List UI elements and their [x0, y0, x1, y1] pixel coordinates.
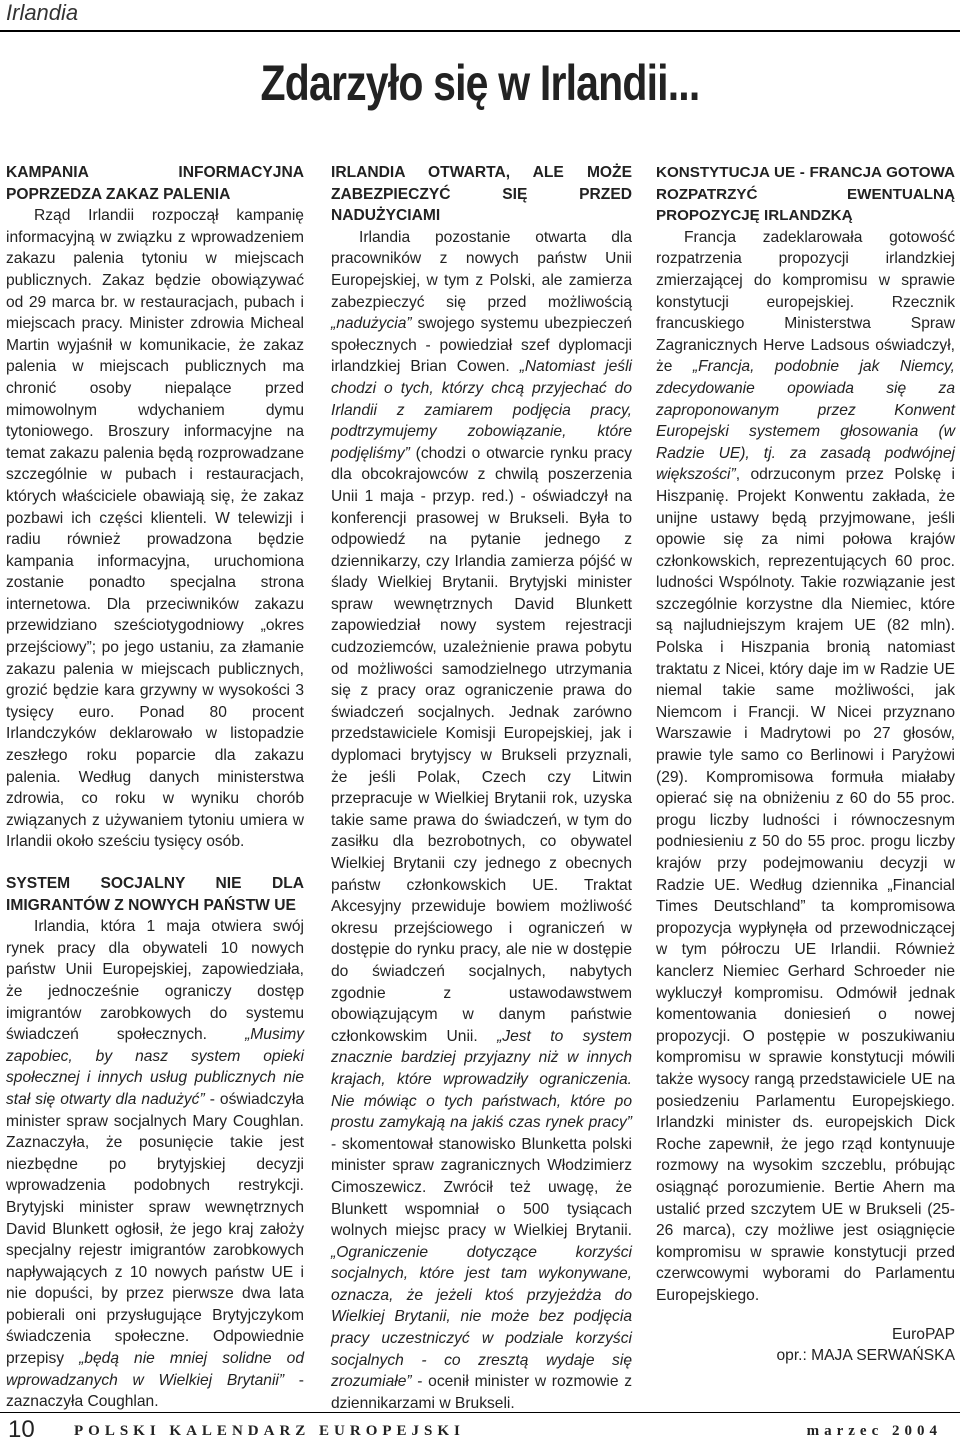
quote-run: „Ograniczenie dotyczące korzyści socjalnych, które jest tam wykonywane, oznacza, że jeżeli ktoś przyjeżdża do Wielkiej Brytanii, nie może bez podjęcia pracy uczestniczyć w podziale korzyści socjalnych - co zresztą wydaje się zrozumiałe”	[331, 1243, 632, 1391]
text-run: - oświadczyła minister spraw socjalnych Mary Coughlan. Zaznaczyła, że posunięcie takie jest niezbędne po brytyjskiej decyzji wprowadzenia podobnych restrykcji. Brytyjski minister spraw wewnętrznych David Blunkett ogłosił, że jego kraj założy specjalny rejestr imigrantów zarobkowych napływających z 10 nowych państw UE i nie dopuści, by przez pierwsze dwa lata pobierali oni przysługujące Brytyjczykom świadczenia społeczne. Odpowiednie przepisy	[6, 1090, 304, 1368]
article-body-social-system	[6, 916, 304, 1413]
text-run: Francja zadeklarowała gotowość rozpatrzenia propozycji irlandzkiej zmierzającej do kompromisu w sprawie konstytucji europejskiej. Rzecznik francuskiego Ministerstwa Spraw Zagranicznych Herve Ladsous oświadczył, że	[656, 228, 955, 376]
quote-run: „Francja, podobnie jak Niemcy, zdecydowanie opowiada się za zaproponowanym przez Konwent Europejski systemem głosowania (w Radzie UE), tj. za zasadą podwójnej większości”	[656, 358, 955, 484]
text-run: Irlandia, która 1 maja otwiera swój rynek pracy dla obywateli 10 nowych państw Unii Europejskiej, zapowiedziała, że jednocześnie ograniczy dostęp imigrantów zarobkowych do systemu świadczeń społecznych.	[6, 918, 304, 1044]
source-label: EuroPAP	[892, 1326, 955, 1344]
author-label: opr.: MAJA SERWAŃSKA	[776, 1347, 955, 1365]
text-run: - skomentował stanowisko Blunketta polski minister spraw zagranicznych Włodzimierz Cimoszewicz. Zwrócił też uwagę, że Blunkett wspomniał o 500 tysiącach wolnych miejsc pracy w Wielkiej Brytanii.	[331, 1135, 632, 1240]
article-heading-constitution: KONSTYTUCJA UE - FRANCJA GOTOWA ROZPATRZYĆ EWENTUALNĄ PROPOZYCJĘ IRLANDZKĄ	[656, 164, 955, 225]
quote-run: „Musimy zapobiec, by nasz system opieki społecznej i innych usług publicznych nie stał się otwarty dla nadużyć”	[6, 1026, 304, 1108]
page-number: 10	[8, 1416, 35, 1443]
article-body-open-ireland	[331, 227, 632, 1415]
article-column-3	[656, 162, 955, 1366]
text-run: - zaznaczyła Coughlan.	[6, 1371, 304, 1411]
text-run: (chodzi o otwarcie rynku pracy dla obcokrajowców z chwilą poszerzenia Unii 1 maja - przyp. red.) - oświadczył na konferencji prasowej w Brukseli. Była to odpowiedź na pytanie jednego z dziennikarzy, czy Irlandia zamierza pójść w ślady Wielkiej Brytanii. Brytyjski minister spraw wewnętrznych David Blunkett zapowiedział nowy system rejestracji cudzoziemców, uzależnienie prawa pobytu od możliwości samodzielnego utrzymania się z pracy oraz ograniczenie prawa do świadczeń socjalnych. Jednak zarówno przedstawiciele Komisji Europejskiej, jak i dyplomaci brytyjscy w Brukseli przyznali, że jeśli Polak, Czech czy Litwin przepracuje w Wielkiej Brytanii rok, uzyska takie same prawa do świadczeń, w tym do zasiłku dla bezrobotnych, co obywatel Wielkiej Brytanii czy jednego z obecnych państw członkowskich UE. Traktat Akcesyjny przewiduje bowiem możliwość okresu przejściowego i ograniczeń w dostępie do rynku pracy, ale nie w dostępie do świadczeń socjalnych, nabytych zgodnie z ustawodawstwem obowiązującym w danym państwie członkowskim Unii.	[331, 444, 632, 1045]
article-body-smoking-ban: Rząd Irlandii rozpoczął kampanię informacyjną w związku z wprowadzeniem zakazu palenia tytoniu w miejscach publicznych. Zakaz będzie obowiązywać od 29 marca br. w restauracjach, pubach i miejscach pracy. Minister zdrowia Micheal Martin wyjaśnił w komunikacie, że zakaz palenia w miejscach publicznych ma chronić osoby niepalące przed mimowolnym wdychaniem dymu tytoniowego. Broszury informacyjne na temat zakazu palenia będą rozprowadzane szczególnie w pubach i restauracjach, których właściciele obawiają się, że zakaz pozbawi ich części klienteli. W telewizji i radiu również prowadzona będzie kampania informacyjna, uruchomiona zostanie ponadto specjalna strona internetowa. Dla przeciwników zakazu przewidziano sześciotygodniowy „okres przejściowy”; po jego ustaniu, za złamanie zakazu palenia w miejscach publicznych, grozić będzie kara grzywny w wysokości 3 tysięcy euro. Ponad 80 procent Irlandczyków deklarowało w listopadzie zeszłego roku poparcie dla zakazu palenia. Według danych ministerstwa zdrowia, co roku w wyniku chorób związanych z używaniem tytoniu umiera w Irlandii około sześciu tysięcy osób.	[6, 207, 304, 851]
quote-run: „Jest to system znacznie bardziej przyjazny niż w innych krajach, które wprowadziły ograniczenia. Nie mówiąc o tych państwach, które po prostu zamykają na jakiś czas rynek pracy”	[331, 1027, 632, 1132]
text-run: Irlandia pozostanie otwarta dla pracowników z nowych państw Unii Europejskiej, w tym z Polski, ale zamierza zabezpieczyć się przed możliwością	[331, 228, 632, 311]
text-run: - ocenił minister w rozmowie z dziennikarzami w Brukseli.	[331, 1373, 632, 1412]
section-label: Irlandia	[6, 0, 79, 25]
article-column-1	[6, 162, 304, 1413]
article-column-2	[331, 162, 632, 1414]
issue-date: marzec 2004	[806, 1423, 942, 1439]
article-body-constitution	[656, 227, 955, 1307]
article-heading-social-system: SYSTEM SOCJALNY NIE DLA IMIGRANTÓW Z NOWYCH PAŃSTW UE	[6, 875, 304, 914]
quote-run: „będą nie mniej solidne od wprowadzanych w Wielkiej Brytanii”	[6, 1350, 304, 1389]
page-title: Zdarzyło się w Irlandii...	[260, 55, 700, 111]
quote-run: „Natomiast jeśli chodzi o tych, którzy chcą przyjechać do Irlandii z zamiarem podjęcia pracy, podtrzymujemy zobowiązanie, które podjęliśmy”	[331, 358, 633, 462]
text-run: swojego systemu ubezpieczeń społecznych - powiedział szef dyplomacji irlandzkiej Brian Cowen.	[331, 315, 632, 376]
bottom-divider	[0, 1412, 960, 1413]
top-divider	[0, 30, 960, 32]
article-heading-open-ireland: IRLANDIA OTWARTA, ALE MOŻE ZABEZPIECZYĆ SIĘ PRZED NADUŻYCIAMI	[331, 164, 632, 225]
magazine-title: POLSKI KALENDARZ EUROPEJSKI	[74, 1423, 465, 1439]
byline	[656, 1324, 955, 1366]
text-run: , odrzuconym przez Polskę i Hiszpanię. Projekt Konwentu zakłada, że unijne ustawy będą przyjmowane, jeśli opowie się za nimi połowa krajów członkowskich, reprezentujących 60 proc. ludności Wspólnoty. Takie rozwiązanie jest szczególnie korzystne dla Niemiec, które są najludniejszym krajem UE (82 mln). Polska i Hiszpania bronią natomiast traktatu z Nicei, który daje im w Radzie UE niemal takie same możliwości, jak Niemcom i Francji. W Nicei przyznano Warszawie i Madrytowi po 27 głosów, prawie tyle samo co Berlinowi i Paryżowi (29). Kompromisowa formuła miałaby opierać się na obniżeniu z 60 do 55 proc. progu liczby ludności i równoczesnym podniesieniu z 50 do 55 proc. progu liczby krajów przy podejmowaniu decyzji w Radzie UE. Według dziennika „Financial Times Deutschland” ta kompromisowa propozycja wypłynęła od przewodniczącej w tym półroczu UE Irlandii. Również kanclerz Niemiec Gerhard Schroeder nie wykluczył kompromisu. Odmówił jednak komentowania doniesień o nowej propozycji. O postępie w poszukiwaniu kompromisu w sprawie konstytucji mówili także wysocy rangą przedstawiciele UE na posiedzeniu Parlamentu Europejskiego. Irlandzki minister ds. europejskich Dick Roche zapewnił, że jego rząd kontynuuje rozmowy na wysokim szczeblu, próbując osiągnąć porozumienie. Bertie Ahern ma ustalić przed szczytem UE w Brukseli (25-26 marca), czy możliwe jest osiągnięcie kompromisu w sprawie konstytucji przed czerwcowymi wyborami do Parlamentu Europejskiego.	[656, 466, 955, 1304]
quote-run: „nadużycia”	[331, 315, 412, 333]
article-heading-smoking-ban: KAMPANIA INFORMACYJNA POPRZEDZA ZAKAZ PALENIA	[6, 164, 304, 203]
page-footer	[0, 1418, 960, 1446]
